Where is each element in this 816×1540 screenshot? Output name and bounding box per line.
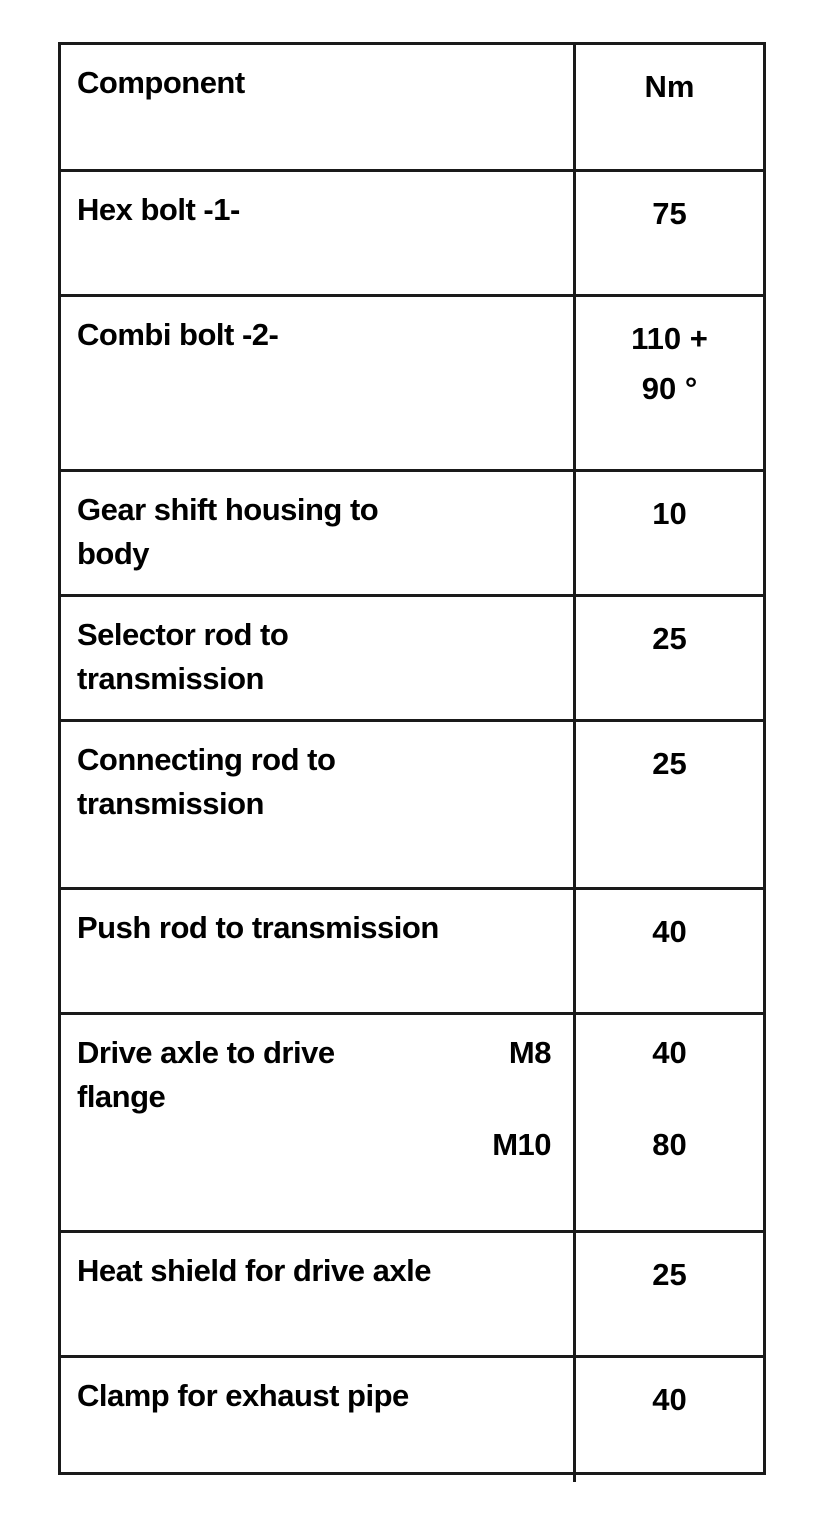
bolt-size-m8: M8 <box>508 1035 551 1070</box>
nm-value: 25 <box>652 1257 687 1292</box>
component-name: Gear shift housing to body <box>77 492 379 571</box>
table-row <box>61 1015 763 1233</box>
table-row <box>61 297 763 472</box>
header-cell-nm <box>576 45 763 169</box>
component-cell <box>61 1233 576 1355</box>
table-row <box>61 597 763 722</box>
nm-cell <box>576 597 763 719</box>
nm-value: 25 <box>652 746 687 781</box>
nm-cell <box>576 890 763 1012</box>
header-component: Component <box>77 65 245 100</box>
nm-value-m10: 80 <box>652 1127 687 1162</box>
component-cell <box>61 890 576 1012</box>
component-cell <box>61 1358 576 1482</box>
component-name: Drive axle to drive flange <box>77 1035 335 1114</box>
component-cell <box>61 297 576 469</box>
component-name: Combi bolt -2- <box>77 317 279 352</box>
torque-table <box>58 42 766 1475</box>
table-row <box>61 1233 763 1358</box>
component-name: Selector rod to transmission <box>77 617 289 696</box>
nm-cell <box>576 1233 763 1355</box>
nm-value: 25 <box>652 621 687 656</box>
bolt-size-m10: M10 <box>492 1127 551 1162</box>
header-nm: Nm <box>644 69 695 104</box>
nm-value: 40 <box>652 1382 687 1417</box>
table-row <box>61 722 763 890</box>
component-cell <box>61 597 576 719</box>
component-cell <box>61 722 576 887</box>
nm-value-m8: 40 <box>652 1035 687 1070</box>
nm-cell <box>576 472 763 594</box>
nm-cell <box>576 172 763 294</box>
nm-value: 40 <box>652 914 687 949</box>
table-row <box>61 890 763 1015</box>
component-cell <box>61 1015 576 1230</box>
component-name: Hex bolt -1- <box>77 192 240 227</box>
nm-value-line2: 90 ° <box>641 371 698 406</box>
nm-value: 10 <box>652 496 687 531</box>
nm-cell <box>576 1015 763 1230</box>
nm-cell <box>576 297 763 469</box>
component-name: Connecting rod to transmission <box>77 742 336 821</box>
component-cell <box>61 172 576 294</box>
component-name: Clamp for exhaust pipe <box>77 1378 409 1413</box>
nm-value-line1: 110 + <box>631 321 708 356</box>
table-row <box>61 472 763 597</box>
table-row <box>61 1358 763 1482</box>
header-cell-component <box>61 45 576 169</box>
component-cell <box>61 472 576 594</box>
nm-cell <box>576 722 763 887</box>
table-header-row <box>61 45 763 172</box>
nm-cell <box>576 1358 763 1482</box>
table-row <box>61 172 763 297</box>
nm-value: 75 <box>652 196 687 231</box>
component-name: Push rod to transmission <box>77 910 439 945</box>
component-name: Heat shield for drive axle <box>77 1253 431 1288</box>
